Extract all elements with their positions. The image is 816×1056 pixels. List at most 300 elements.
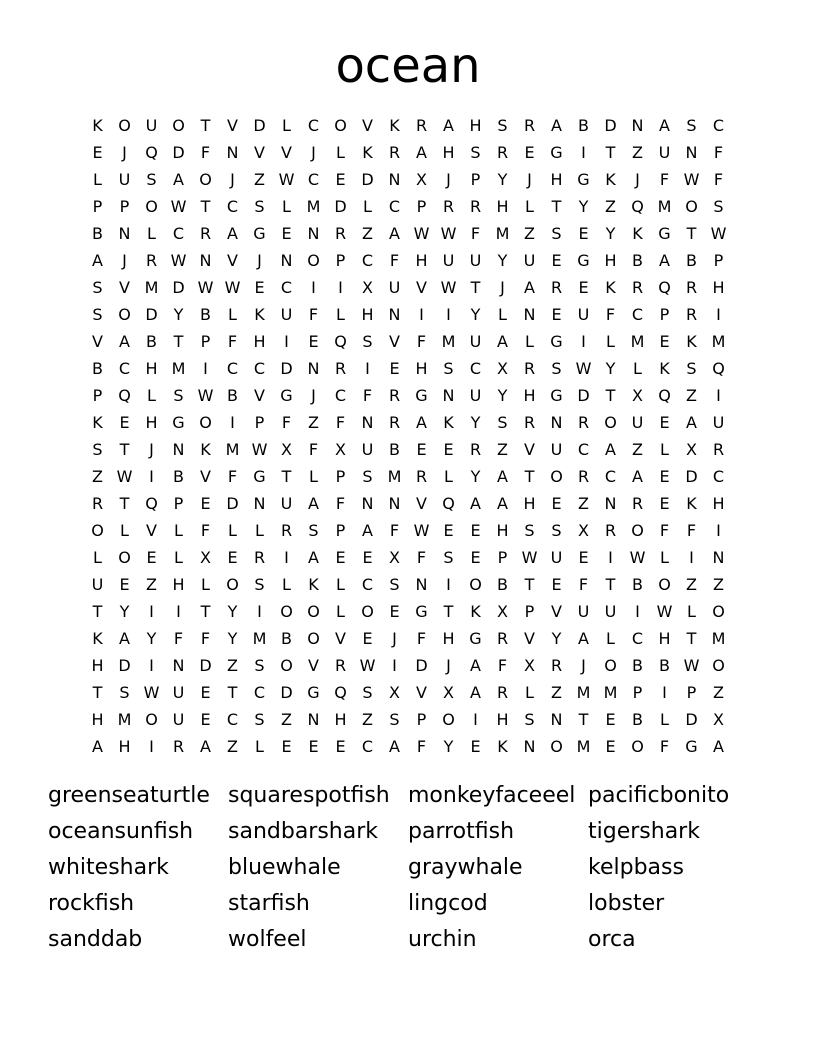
word-list-item: sanddab <box>48 927 143 952</box>
grid-letter: O <box>442 710 455 729</box>
grid-letter: D <box>280 683 293 702</box>
grid-letter: F <box>227 332 238 351</box>
grid-letter: O <box>172 116 185 135</box>
grid-letter: R <box>442 197 455 216</box>
grid-letter: E <box>281 737 292 756</box>
grid-letter: P <box>119 197 130 216</box>
grid-letter: X <box>443 683 454 702</box>
grid-letter: T <box>470 278 481 297</box>
grid-letter: R <box>415 116 428 135</box>
grid-row <box>84 679 732 706</box>
grid-letter: I <box>284 548 289 567</box>
grid-letter: D <box>145 305 158 324</box>
grid-letter: J <box>122 143 127 162</box>
grid-letter: F <box>308 305 319 324</box>
grid-row <box>84 544 732 571</box>
grid-letter: W <box>116 467 133 486</box>
grid-letter: O <box>226 575 239 594</box>
grid-letter: E <box>659 494 670 513</box>
grid-letter: O <box>118 305 131 324</box>
grid-letter: U <box>280 305 293 324</box>
grid-letter: H <box>442 143 455 162</box>
grid-letter: L <box>120 521 129 540</box>
grid-letter: K <box>605 170 616 189</box>
grid-letter: G <box>253 224 266 243</box>
grid-letter: R <box>604 521 617 540</box>
grid-letter: G <box>307 683 320 702</box>
grid-letter: V <box>308 656 319 675</box>
grid-letter: L <box>336 305 345 324</box>
grid-letter: E <box>389 602 400 621</box>
grid-letter: N <box>685 143 698 162</box>
grid-letter: L <box>255 737 264 756</box>
grid-letter: O <box>631 737 644 756</box>
grid-letter: N <box>307 224 320 243</box>
grid-letter: T <box>173 332 184 351</box>
grid-letter: C <box>118 359 131 378</box>
grid-letter: V <box>254 386 265 405</box>
grid-letter: E <box>281 224 292 243</box>
grid-letter: O <box>550 467 563 486</box>
grid-letter: H <box>145 359 158 378</box>
grid-letter: B <box>659 656 670 675</box>
grid-letter: A <box>497 332 508 351</box>
grid-letter: E <box>200 494 211 513</box>
grid-letter: Z <box>605 197 616 216</box>
grid-letter: U <box>658 143 671 162</box>
grid-letter: M <box>441 332 456 351</box>
grid-letter: E <box>308 332 319 351</box>
grid-row <box>84 166 732 193</box>
grid-letter: B <box>173 467 184 486</box>
grid-letter: F <box>308 440 319 459</box>
grid-letter: O <box>280 656 293 675</box>
grid-letter: A <box>470 656 481 675</box>
grid-letter: E <box>578 548 589 567</box>
grid-letter: R <box>496 629 509 648</box>
grid-letter: Y <box>551 629 562 648</box>
grid-letter: J <box>527 170 532 189</box>
grid-letter: D <box>685 467 698 486</box>
grid-letter: W <box>413 521 430 540</box>
grid-letter: W <box>683 656 700 675</box>
grid-letter: L <box>93 548 102 567</box>
grid-letter: F <box>659 170 670 189</box>
grid-letter: A <box>470 683 481 702</box>
grid-letter: A <box>605 440 616 459</box>
grid-letter: Y <box>119 602 130 621</box>
grid-letter: Z <box>254 170 265 189</box>
grid-letter: J <box>257 251 262 270</box>
grid-letter: U <box>361 440 374 459</box>
grid-letter: S <box>551 521 562 540</box>
grid-letter: R <box>172 737 185 756</box>
grid-letter: N <box>118 224 131 243</box>
grid-letter: A <box>713 737 724 756</box>
grid-letter: S <box>92 305 103 324</box>
grid-letter: K <box>659 359 670 378</box>
grid-letter: H <box>415 251 428 270</box>
grid-letter: G <box>469 629 482 648</box>
grid-letter: I <box>203 359 208 378</box>
grid-letter: G <box>550 143 563 162</box>
grid-letter: Y <box>497 170 508 189</box>
grid-row <box>84 139 732 166</box>
grid-letter: K <box>308 575 319 594</box>
grid-letter: V <box>119 278 130 297</box>
grid-letter: N <box>307 710 320 729</box>
grid-letter: B <box>497 575 508 594</box>
grid-letter: J <box>122 251 127 270</box>
grid-letter: A <box>497 467 508 486</box>
grid-letter: F <box>686 521 697 540</box>
grid-letter: N <box>226 143 239 162</box>
grid-letter: B <box>227 386 238 405</box>
grid-letter: B <box>578 116 589 135</box>
grid-letter: C <box>631 305 644 324</box>
grid-letter: L <box>525 197 534 216</box>
grid-letter: T <box>605 386 616 405</box>
grid-letter: X <box>389 683 400 702</box>
grid-letter: C <box>469 359 482 378</box>
grid-letter: U <box>145 116 158 135</box>
grid-letter: J <box>311 386 316 405</box>
grid-letter: N <box>523 737 536 756</box>
grid-letter: E <box>551 305 562 324</box>
grid-letter: H <box>523 386 536 405</box>
grid-letter: A <box>92 737 103 756</box>
grid-letter: V <box>227 251 238 270</box>
grid-letter: E <box>443 521 454 540</box>
grid-letter: A <box>308 494 319 513</box>
grid-letter: Z <box>524 224 535 243</box>
grid-letter: A <box>119 332 130 351</box>
grid-letter: T <box>605 575 616 594</box>
grid-letter: J <box>635 170 640 189</box>
grid-letter: E <box>470 521 481 540</box>
grid-letter: J <box>311 143 316 162</box>
grid-letter: C <box>604 467 617 486</box>
grid-letter: E <box>578 278 589 297</box>
grid-letter: P <box>659 305 670 324</box>
grid-letter: D <box>415 656 428 675</box>
grid-letter: J <box>392 629 397 648</box>
grid-letter: P <box>335 521 346 540</box>
grid-letter: R <box>631 494 644 513</box>
grid-letter: U <box>469 251 482 270</box>
grid-letter: E <box>551 251 562 270</box>
grid-letter: K <box>443 413 454 432</box>
grid-letter: O <box>91 521 104 540</box>
grid-letter: U <box>712 413 725 432</box>
grid-letter: U <box>577 305 590 324</box>
grid-letter: T <box>119 440 130 459</box>
grid-letter: Y <box>605 359 616 378</box>
grid-letter: W <box>197 278 214 297</box>
grid-letter: Q <box>334 683 347 702</box>
grid-letter: D <box>118 656 131 675</box>
grid-letter: E <box>254 278 265 297</box>
grid-letter: L <box>282 575 291 594</box>
grid-letter: L <box>147 386 156 405</box>
grid-letter: S <box>551 359 562 378</box>
grid-letter: P <box>416 197 427 216</box>
grid-letter: O <box>118 548 131 567</box>
grid-letter: P <box>92 197 103 216</box>
grid-letter: E <box>362 629 373 648</box>
grid-letter: L <box>444 467 453 486</box>
grid-letter: I <box>446 305 451 324</box>
grid-letter: R <box>685 305 698 324</box>
grid-letter: I <box>392 656 397 675</box>
grid-letter: T <box>551 197 562 216</box>
grid-letter: G <box>685 737 698 756</box>
grid-letter: W <box>170 197 187 216</box>
grid-letter: D <box>685 710 698 729</box>
grid-letter: J <box>230 170 235 189</box>
grid-letter: S <box>362 332 373 351</box>
grid-letter: I <box>176 602 181 621</box>
grid-letter: V <box>416 278 427 297</box>
grid-letter: W <box>440 224 457 243</box>
grid-letter: H <box>253 332 266 351</box>
grid-letter: X <box>497 602 508 621</box>
grid-letter: F <box>281 413 292 432</box>
grid-letter: S <box>254 575 265 594</box>
grid-letter: R <box>523 116 536 135</box>
grid-letter: N <box>280 251 293 270</box>
grid-letter: L <box>255 521 264 540</box>
grid-letter: H <box>550 170 563 189</box>
grid-letter: T <box>92 683 103 702</box>
grid-letter: C <box>253 683 266 702</box>
grid-letter: H <box>496 710 509 729</box>
grid-letter: D <box>199 656 212 675</box>
grid-letter: F <box>416 332 427 351</box>
grid-letter: E <box>524 143 535 162</box>
grid-letter: K <box>686 332 697 351</box>
grid-letter: R <box>415 467 428 486</box>
grid-letter: Q <box>442 494 455 513</box>
grid-letter: V <box>200 467 211 486</box>
grid-letter: U <box>91 575 104 594</box>
grid-letter: E <box>470 548 481 567</box>
grid-letter: H <box>496 521 509 540</box>
grid-letter: L <box>228 521 237 540</box>
grid-letter: E <box>443 440 454 459</box>
grid-letter: H <box>469 116 482 135</box>
grid-letter: U <box>118 170 131 189</box>
grid-letter: N <box>550 413 563 432</box>
grid-letter: A <box>551 116 562 135</box>
grid-letter: E <box>659 332 670 351</box>
grid-letter: O <box>604 413 617 432</box>
grid-letter: I <box>365 359 370 378</box>
grid-letter: C <box>253 359 266 378</box>
grid-letter: A <box>443 116 454 135</box>
grid-letter: K <box>605 278 616 297</box>
grid-letter: H <box>91 710 104 729</box>
grid-letter: N <box>172 656 185 675</box>
grid-letter: T <box>281 467 292 486</box>
grid-letter: F <box>362 386 373 405</box>
grid-letter: O <box>280 602 293 621</box>
grid-letter: E <box>200 683 211 702</box>
grid-letter: G <box>550 386 563 405</box>
grid-letter: M <box>603 683 618 702</box>
grid-letter: I <box>284 332 289 351</box>
grid-letter: C <box>226 710 239 729</box>
grid-letter: H <box>415 359 428 378</box>
grid-letter: W <box>143 683 160 702</box>
grid-letter: X <box>524 656 535 675</box>
grid-row <box>84 355 732 382</box>
grid-letter: N <box>361 494 374 513</box>
grid-letter: P <box>254 413 265 432</box>
grid-letter: L <box>174 521 183 540</box>
grid-letter: J <box>446 656 451 675</box>
grid-letter: L <box>606 332 615 351</box>
grid-letter: S <box>443 548 454 567</box>
grid-letter: S <box>173 386 184 405</box>
grid-letter: D <box>334 197 347 216</box>
grid-letter: N <box>604 494 617 513</box>
puzzle-title: ocean <box>335 38 481 94</box>
grid-letter: E <box>362 548 373 567</box>
grid-letter: C <box>361 251 374 270</box>
grid-row <box>84 112 732 139</box>
grid-letter: L <box>363 197 372 216</box>
grid-letter: D <box>604 116 617 135</box>
grid-letter: H <box>91 656 104 675</box>
grid-letter: B <box>389 440 400 459</box>
grid-letter: C <box>334 386 347 405</box>
grid-letter: F <box>335 413 346 432</box>
grid-letter: Y <box>497 251 508 270</box>
grid-letter: B <box>686 251 697 270</box>
grid-letter: O <box>550 737 563 756</box>
grid-row <box>84 274 732 301</box>
grid-letter: X <box>335 440 346 459</box>
grid-letter: A <box>659 116 670 135</box>
grid-letter: O <box>118 116 131 135</box>
grid-row <box>84 193 732 220</box>
grid-letter: U <box>280 494 293 513</box>
grid-letter: G <box>172 413 185 432</box>
grid-letter: E <box>335 548 346 567</box>
grid-letter: L <box>336 602 345 621</box>
grid-letter: K <box>632 224 643 243</box>
grid-letter: Z <box>362 710 373 729</box>
grid-letter: K <box>92 116 103 135</box>
grid-letter: H <box>145 413 158 432</box>
grid-letter: M <box>711 332 726 351</box>
grid-letter: Z <box>308 413 319 432</box>
grid-letter: Z <box>227 737 238 756</box>
grid-letter: F <box>713 170 724 189</box>
grid-letter: U <box>388 278 401 297</box>
grid-letter: A <box>173 170 184 189</box>
grid-letter: S <box>146 170 157 189</box>
grid-letter: R <box>550 278 563 297</box>
grid-letter: O <box>199 413 212 432</box>
grid-letter: E <box>119 413 130 432</box>
grid-letter: W <box>278 170 295 189</box>
grid-letter: W <box>575 359 592 378</box>
grid-letter: M <box>225 440 240 459</box>
grid-letter: Y <box>470 305 481 324</box>
grid-letter: W <box>440 278 457 297</box>
grid-letter: Y <box>227 629 238 648</box>
grid-letter: N <box>388 170 401 189</box>
grid-letter: D <box>172 143 185 162</box>
grid-letter: O <box>334 116 347 135</box>
grid-letter: C <box>631 629 644 648</box>
grid-letter: C <box>280 278 293 297</box>
grid-letter: Z <box>578 494 589 513</box>
grid-letter: S <box>362 467 373 486</box>
grid-letter: E <box>146 548 157 567</box>
grid-row <box>84 382 732 409</box>
grid-letter: W <box>413 224 430 243</box>
grid-letter: K <box>497 737 508 756</box>
grid-letter: V <box>389 332 400 351</box>
grid-letter: S <box>524 521 535 540</box>
grid-letter: S <box>254 656 265 675</box>
grid-letter: M <box>495 224 510 243</box>
grid-letter: N <box>388 305 401 324</box>
grid-letter: L <box>633 359 642 378</box>
grid-letter: Q <box>658 278 671 297</box>
grid-letter: L <box>660 710 669 729</box>
grid-letter: S <box>497 413 508 432</box>
grid-letter: F <box>497 656 508 675</box>
grid-letter: P <box>497 548 508 567</box>
grid-letter: U <box>550 548 563 567</box>
grid-letter: B <box>92 224 103 243</box>
grid-row <box>84 247 732 274</box>
grid-letter: P <box>470 170 481 189</box>
grid-letter: J <box>500 278 505 297</box>
word-list-item: tigershark <box>588 819 700 844</box>
grid-letter: S <box>254 197 265 216</box>
word-list-item: kelpbass <box>588 855 684 880</box>
grid-letter: Y <box>497 386 508 405</box>
grid-letter: M <box>144 278 159 297</box>
grid-letter: T <box>200 602 211 621</box>
grid-letter: X <box>362 278 373 297</box>
grid-letter: E <box>335 170 346 189</box>
grid-letter: W <box>521 548 538 567</box>
grid-letter: M <box>576 683 591 702</box>
grid-letter: R <box>577 413 590 432</box>
grid-letter: R <box>334 224 347 243</box>
grid-letter: E <box>92 143 103 162</box>
grid-letter: R <box>523 359 536 378</box>
grid-letter: I <box>149 602 154 621</box>
grid-letter: Z <box>281 710 292 729</box>
grid-letter: I <box>608 548 613 567</box>
grid-letter: M <box>657 197 672 216</box>
grid-letter: I <box>635 602 640 621</box>
grid-letter: R <box>388 143 401 162</box>
grid-letter: I <box>581 143 586 162</box>
grid-letter: Q <box>334 332 347 351</box>
grid-letter: N <box>307 359 320 378</box>
grid-letter: Z <box>686 386 697 405</box>
grid-letter: A <box>389 224 400 243</box>
grid-letter: K <box>254 305 265 324</box>
